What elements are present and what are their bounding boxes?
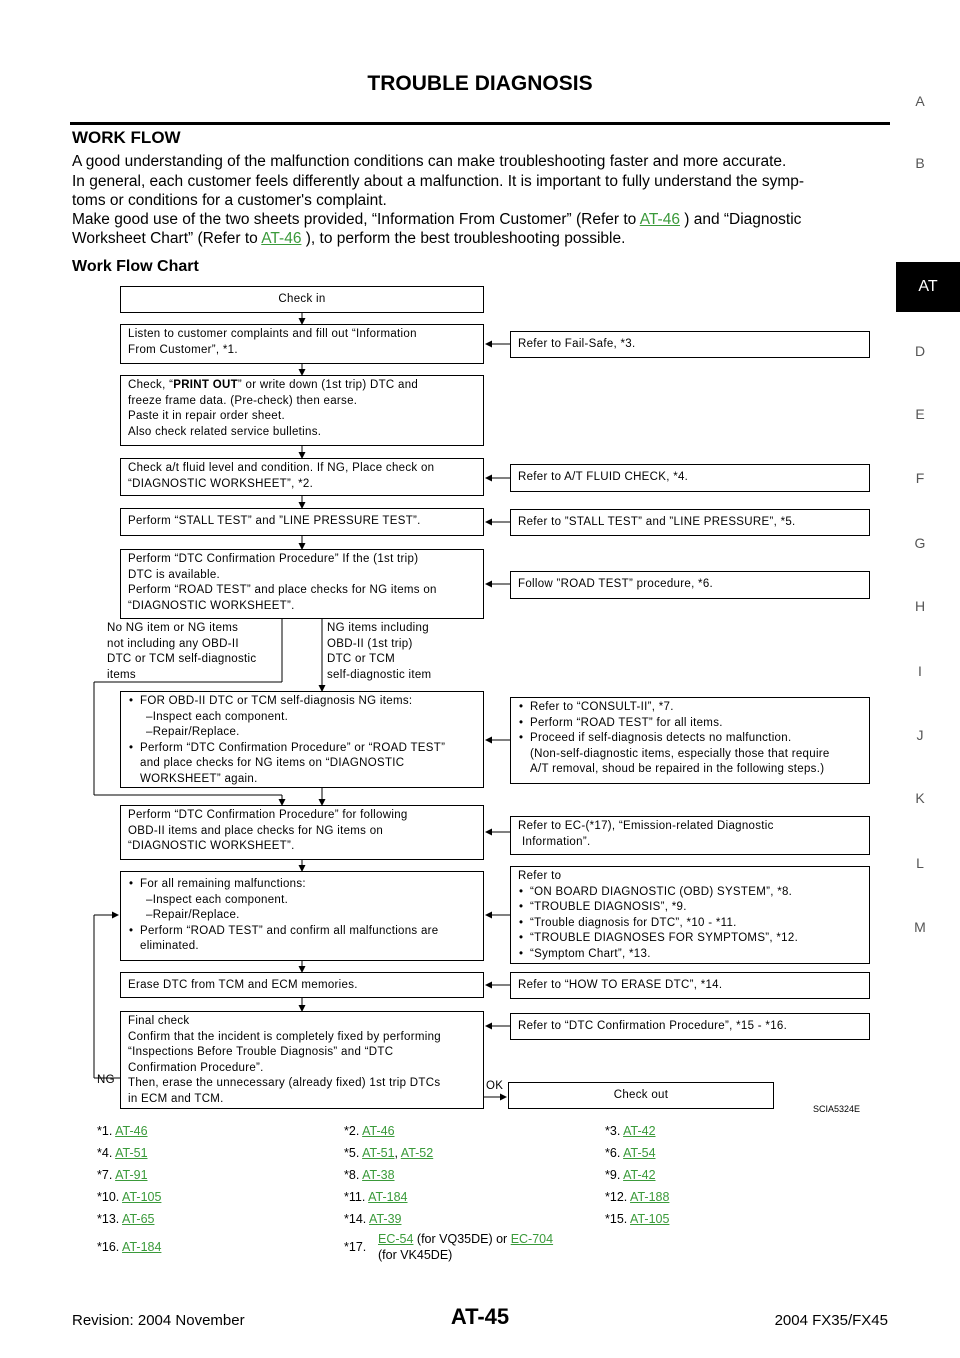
ref-row-8: *8. AT-38 [344, 1168, 395, 1182]
index-letter-g[interactable]: G [914, 535, 926, 551]
intro-paragraph-2a: In general, each customer feels differently about a malfunction. It is important to fully understand the symp- [72, 173, 805, 190]
ref-row-11: *11. AT-184 [344, 1190, 408, 1204]
ref-row-10: *10. AT-105 [97, 1190, 162, 1204]
ref-row-6: *6. AT-54 [605, 1146, 656, 1160]
ref-row-14: *14. AT-39 [344, 1212, 402, 1226]
ref-link-14[interactable]: AT-39 [369, 1212, 402, 1226]
ref-row-9: *9. AT-42 [605, 1168, 656, 1182]
ref-diagnosis-list: Refer to • “ON BOARD DIAGNOSTIC (OBD) SYSTEM”, *8. • “TROUBLE DIAGNOSIS”, *9. • “Trouble diagnosis for DTC”, *10 - *11. • “TROUBLE DIAGNOSES FOR SYMPTOMS”, *12. • “Symptom Chart”, *13. [510, 866, 870, 964]
flow-remaining-malfunctions: • For all remaining malfunctions: –Inspect each component. –Repair/Replace. • Perform “ROAD TEST” and confirm all malfunctions are eliminated. [120, 871, 484, 961]
ref-link-at46-b[interactable]: AT-46 [261, 230, 302, 247]
index-letter-a[interactable]: A [915, 93, 925, 109]
index-letter-h[interactable]: H [914, 598, 926, 614]
ref-link-9[interactable]: AT-42 [623, 1168, 656, 1182]
ref-link-5b[interactable]: AT-52 [400, 1146, 434, 1160]
flow-erase-dtc: Erase DTC from TCM and ECM memories. [120, 972, 484, 998]
ref-link-17a[interactable]: EC-54 [378, 1232, 414, 1246]
index-letter-l[interactable]: L [916, 855, 924, 871]
ref-link-10[interactable]: AT-105 [122, 1190, 162, 1204]
intro-paragraph-1: A good understanding of the malfunction conditions can make troubleshooting faster and more accurate. [72, 153, 787, 170]
ref-link-16[interactable]: AT-184 [122, 1240, 162, 1254]
flow-stall-test: Perform “STALL TEST” and ”LINE PRESSURE TEST”. [120, 508, 484, 536]
subheading-flow-chart: Work Flow Chart [72, 258, 199, 275]
index-letter-j[interactable]: J [916, 727, 924, 743]
flow-dtc-confirmation: Perform “DTC Confirmation Procedure” If the (1st trip) DTC is available. Perform “ROAD TEST” and place checks for NG items on “DIAGNOSTIC WORKSHEET”. [120, 549, 484, 619]
ref-link-1[interactable]: AT-46 [115, 1124, 148, 1138]
ref-link-8[interactable]: AT-38 [362, 1168, 395, 1182]
ref-row-17-tail: (for VK45DE) [378, 1248, 453, 1262]
page-title: TROUBLE DIAGNOSIS [367, 72, 593, 95]
index-tab-at[interactable]: AT [896, 262, 960, 312]
ref-row-7: *7. AT-91 [97, 1168, 148, 1182]
flow-check-in: Check in [120, 286, 484, 313]
ref-emission: Refer to EC-(*17), “Emission-related Diagnostic Information”. [510, 816, 870, 855]
flow-listen: Listen to customer complaints and fill out “Information From Customer”, *1. [120, 324, 484, 364]
ref-row-4: *4. AT-51 [97, 1146, 148, 1160]
branch-ng-label: NG items including OBD-II (1st trip) DTC or TCM self-diagnostic item [327, 622, 432, 681]
ref-row-16: *16. AT-184 [97, 1240, 162, 1254]
ref-link-15[interactable]: AT-105 [630, 1212, 670, 1226]
index-letter-b[interactable]: B [915, 155, 925, 171]
index-letter-k[interactable]: K [915, 790, 925, 806]
figure-code: SCIA5324E [812, 1104, 860, 1114]
ref-consult: • Refer to “CONSULT-II”, *7. • Perform “ROAD TEST” for all items. • Proceed if self-diagnosis detects no malfunction. (Non-self-diagnostic items, especially those that require A/T removal, shoud be repaired in the following steps.) [510, 697, 870, 784]
ref-link-at46-a[interactable]: AT-46 [639, 211, 680, 228]
ref-link-6[interactable]: AT-54 [623, 1146, 656, 1160]
ref-link-4[interactable]: AT-51 [115, 1146, 148, 1160]
footer-page-number: AT-45 [450, 1304, 510, 1329]
flow-obd-items: • FOR OBD-II DTC or TCM self-diagnosis NG items: –Inspect each component. –Repair/Replace. • Perform “DTC Confirmation Procedure” or “ROAD TEST” and place checks for NG items on “DIAGNOSTIC WORKSHEET” again. [120, 691, 484, 788]
branch-no-ng-label: No NG item or NG items not including any OBD-II DTC or TCM self-diagnostic items [107, 622, 257, 681]
footer-revision: Revision: 2004 November [72, 1312, 245, 1329]
index-letter-f[interactable]: F [915, 470, 925, 486]
ref-fluid-check: Refer to A/T FLUID CHECK, *4. [510, 464, 870, 492]
ref-row-15: *15. AT-105 [605, 1212, 670, 1226]
ref-failsafe: Refer to Fail-Safe, *3. [510, 331, 870, 358]
flow-obd-perform: Perform “DTC Confirmation Procedure” for following OBD-II items and place checks for NG items on “DIAGNOSTIC WORKSHEET”. [120, 805, 484, 860]
ok-label: OK [486, 1080, 504, 1092]
flow-final-check: Final check Confirm that the incident is completely fixed by performing “Inspections Before Trouble Diagnosis” and “DTC Confirmation Procedure”. Then, erase the unnecessary (already fixed) 1st trip DTCs in ECM and TCM. [120, 1011, 484, 1109]
intro-paragraph-3b: Worksheet Chart” (Refer to AT-46 ), to perform the best troubleshooting possible. [72, 230, 626, 247]
ref-link-2[interactable]: AT-46 [362, 1124, 395, 1138]
index-letter-e[interactable]: E [915, 406, 925, 422]
ref-road-test: Follow ”ROAD TEST” procedure, *6. [510, 571, 870, 599]
ref-link-12[interactable]: AT-188 [630, 1190, 670, 1204]
intro-paragraph-3a: Make good use of the two sheets provided, “Information From Customer” (Refer to AT-46 ) and “Diagnostic [72, 211, 802, 228]
ref-erase-dtc: Refer to “HOW TO ERASE DTC”, *14. [510, 972, 870, 999]
ref-link-13[interactable]: AT-65 [122, 1212, 155, 1226]
ref-row-1: *1. AT-46 [97, 1124, 148, 1138]
ref-row-2: *2. AT-46 [344, 1124, 395, 1138]
flow-check-dtc: Check, “PRINT OUT” or write down (1st trip) DTC and freeze frame data. (Pre-check) then earse. Paste it in repair order sheet. Also check related service bulletins. [120, 375, 484, 446]
ref-link-3[interactable]: AT-42 [623, 1124, 656, 1138]
intro-paragraph-2b: toms or conditions for a customer's complaint. [72, 192, 387, 209]
flow-check-out: Check out [508, 1082, 774, 1109]
index-letter-i[interactable]: I [918, 663, 922, 679]
ref-row-12: *12. AT-188 [605, 1190, 670, 1204]
section-heading: WORK FLOW [72, 128, 181, 147]
ref-stall-test: Refer to ”STALL TEST” and ”LINE PRESSURE”, *5. [510, 509, 870, 536]
footer-model: 2004 FX35/FX45 [774, 1312, 888, 1329]
ref-link-17b[interactable]: EC-704 [510, 1232, 554, 1246]
ref-link-7[interactable]: AT-91 [115, 1168, 148, 1182]
ref-link-11[interactable]: AT-184 [368, 1190, 408, 1204]
ref-dtc-confirmation: Refer to “DTC Confirmation Procedure”, *15 - *16. [510, 1013, 870, 1040]
ng-loop-label: NG [97, 1074, 115, 1086]
ref-row-13: *13. AT-65 [97, 1212, 155, 1226]
ref-link-5a[interactable]: AT-51 [362, 1146, 395, 1160]
index-letter-d[interactable]: D [914, 343, 926, 359]
ref-row-17-num: *17. [344, 1240, 367, 1254]
ref-row-5: *5. AT-51, AT-52 [344, 1146, 434, 1160]
flow-check-fluid: Check a/t fluid level and condition. If NG, Place check on “DIAGNOSTIC WORKSHEET”, *2. [120, 458, 484, 496]
ref-row-3: *3. AT-42 [605, 1124, 656, 1138]
index-letter-m[interactable]: M [914, 919, 926, 935]
ref-row-17: EC-54 (for VQ35DE) or EC-704 [378, 1232, 554, 1246]
